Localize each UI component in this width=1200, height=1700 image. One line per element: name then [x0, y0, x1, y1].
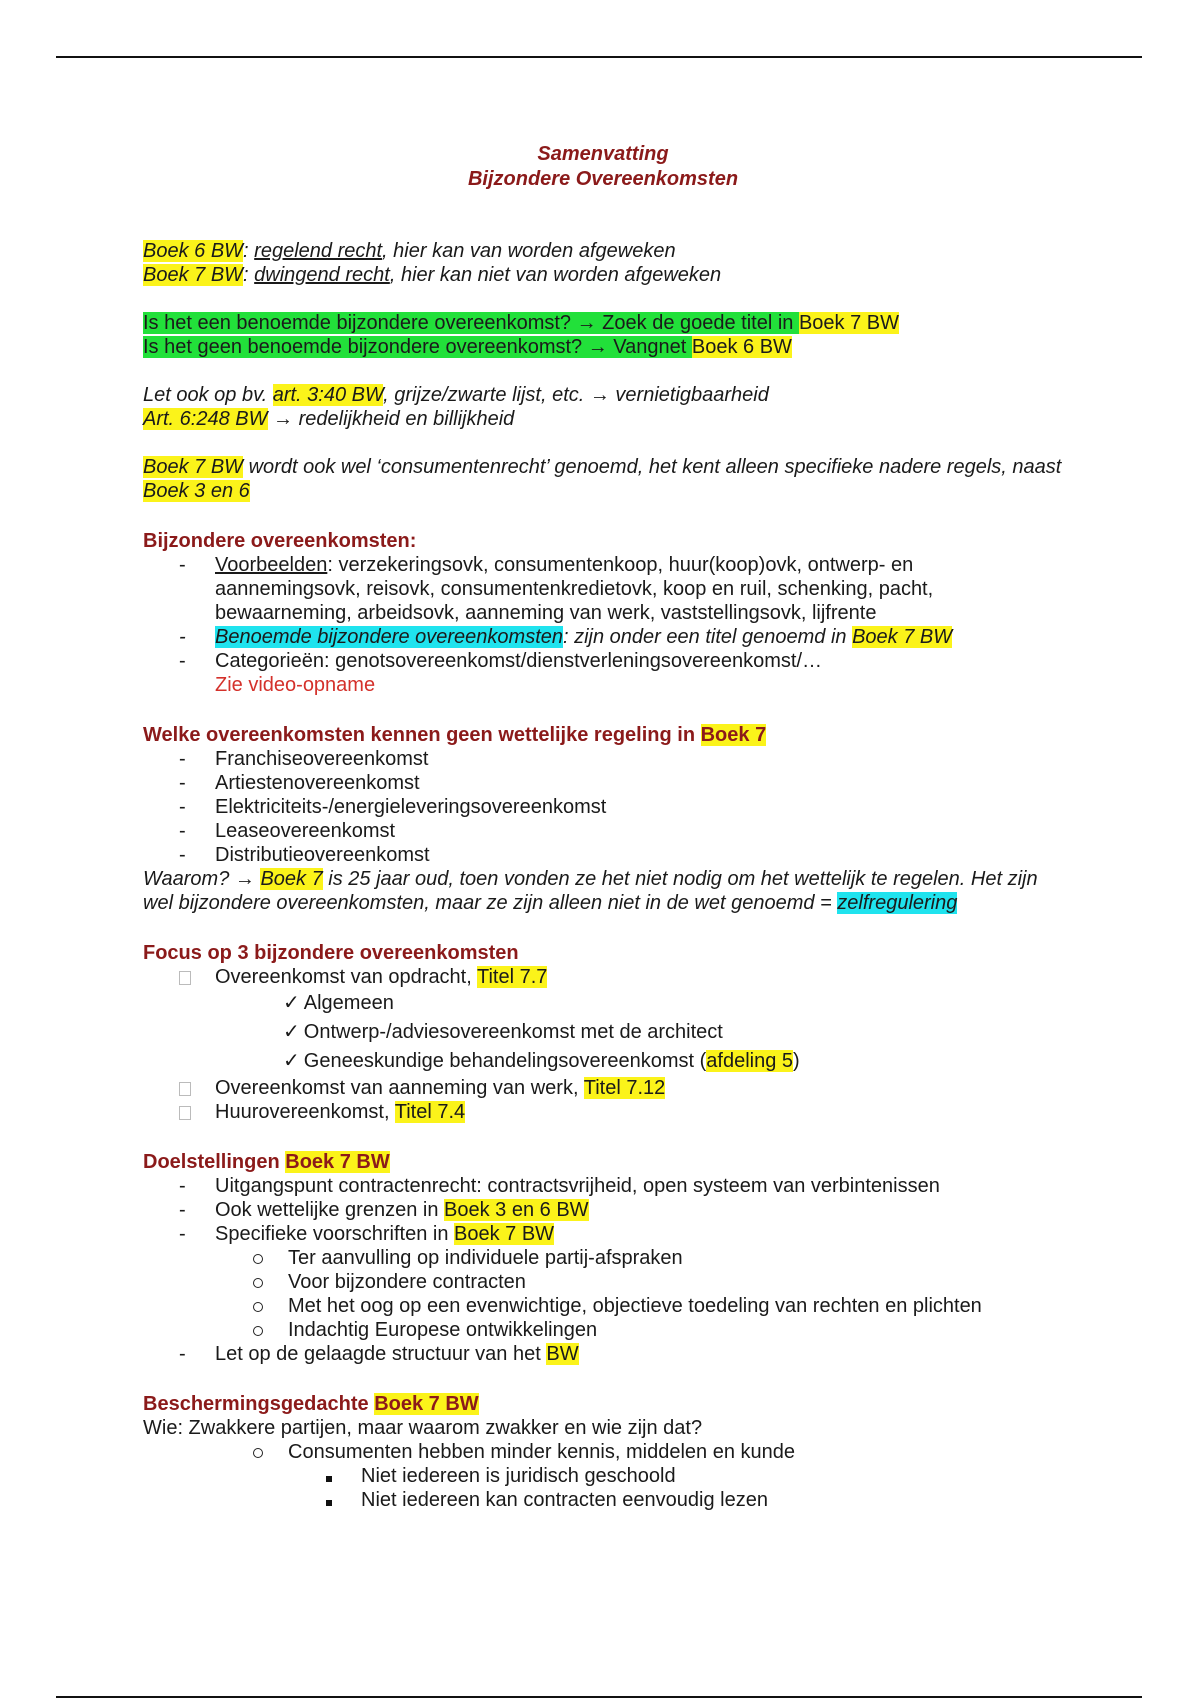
list-item	[143, 1246, 1063, 1270]
dash-bullet: -	[179, 820, 186, 842]
checkmark-icon: ✓	[283, 1021, 300, 1043]
text: Voor bijzondere contracten	[288, 1271, 526, 1293]
list-item	[143, 747, 1063, 771]
text: )	[793, 1050, 800, 1072]
bescherm-sublist	[143, 1440, 1063, 1464]
list-item	[143, 1076, 1063, 1100]
circle-bullet	[253, 1270, 263, 1294]
dash-bullet: -	[179, 650, 186, 672]
highlight: Art. 6:248 BW	[143, 408, 268, 430]
video-note: Zie video-opname	[215, 674, 376, 696]
text: , grijze/zwarte lijst, etc. → vernietigbaarheid	[383, 384, 769, 406]
highlight: Boek 7 BW	[454, 1223, 555, 1245]
dash-bullet: -	[179, 844, 186, 866]
dash-bullet: -	[179, 748, 186, 770]
list-item	[143, 1270, 1063, 1294]
circle-bullet	[253, 1294, 263, 1318]
consument-block	[143, 455, 1063, 503]
list-item	[143, 1440, 1063, 1464]
list-item	[143, 1018, 1063, 1047]
text: → redelijkheid en billijkheid	[267, 408, 515, 430]
text: Let op de gelaagde structuur van het	[215, 1343, 547, 1365]
text: Algemeen	[303, 992, 394, 1014]
text: Specifieke voorschriften in	[215, 1223, 455, 1245]
text: : zijn onder een titel genoemd in	[563, 626, 853, 648]
highlight: Boek 6 BW	[691, 336, 792, 358]
text: Consumenten hebben minder kennis, middelen en kunde	[288, 1441, 796, 1463]
list-item	[143, 819, 1063, 843]
dash-bullet: -	[179, 1175, 186, 1197]
text: Let ook op bv.	[143, 384, 273, 406]
list-item	[143, 1174, 1063, 1198]
highlight: Boek 7 BW	[143, 264, 244, 286]
text: Niet iedereen is juridisch geschoold	[361, 1465, 676, 1487]
list-item	[143, 1464, 1063, 1488]
square-bullet	[326, 1488, 332, 1512]
waarom-paragraph	[143, 867, 1063, 915]
section-heading	[143, 1150, 1063, 1174]
dash-bullet: -	[179, 626, 186, 648]
title-line-2: Bijzondere Overeenkomsten	[467, 168, 739, 190]
text: Artiestenovereenkomst	[215, 772, 420, 794]
highlight: Boek 7	[260, 868, 323, 890]
text: Overeenkomst van opdracht,	[215, 966, 477, 988]
highlight: Titel 7.12	[583, 1077, 666, 1099]
text: : verzekeringsovk, consumentenkoop, huur(koop)ovk, ontwerp- en aannemingsovk, reisovk, consumentenkredietovk, koop en ruil, schenking, pacht, bewaarneming, arbeidsovk, aanneming van werk, vaststellingsovk, lijfrente	[215, 554, 934, 624]
list-item	[143, 649, 1063, 697]
section-heading	[143, 1392, 1063, 1416]
list-item	[143, 771, 1063, 795]
text: :	[243, 264, 255, 286]
cyan-highlight: zelfregulering	[837, 892, 958, 914]
text: Geneeskundige behandelingsovereenkomst (	[303, 1050, 707, 1072]
intro-block	[143, 239, 1063, 287]
bijzondere-list	[143, 553, 1063, 697]
highlight: Titel 7.4	[394, 1101, 466, 1123]
bijzondere-section	[143, 529, 1063, 697]
text: is 25 jaar oud, toen vonden ze het niet nodig om het wettelijk te regelen. Het zijn wel bijzondere overeenkomsten, maar ze zijn alleen niet in de wet genoemd =	[143, 868, 1038, 914]
list-item	[143, 843, 1063, 867]
list-item	[143, 1198, 1063, 1222]
list-item	[143, 1318, 1063, 1342]
welke-section	[143, 723, 1063, 915]
doel-sublist	[143, 1246, 1063, 1342]
text: Ook wettelijke grenzen in	[215, 1199, 445, 1221]
highlight: Boek 7 BW	[852, 626, 953, 648]
text: Waarom? →	[143, 868, 261, 890]
intro-line-1	[143, 239, 1063, 263]
underlined-term: dwingend recht	[254, 264, 390, 286]
list-item	[143, 1047, 1063, 1076]
letop-line-2	[143, 407, 1063, 431]
highlight: Boek 7 BW	[143, 456, 244, 478]
text: wordt ook wel ‘consumentenrecht’ genoemd, het kent alleen specifieke nadere regels, naast	[243, 456, 1062, 478]
check-list	[143, 989, 1063, 1076]
dash-bullet: -	[179, 1223, 186, 1245]
list-item	[143, 989, 1063, 1018]
bescherm-section	[143, 1392, 1063, 1512]
highlight: Boek 3 en 6	[143, 480, 250, 502]
square-bullet	[326, 1464, 332, 1488]
wie-line: Wie: Zwakkere partijen, maar waarom zwakker en wie zijn dat?	[143, 1417, 703, 1439]
list-item	[143, 795, 1063, 819]
text: Indachtig Europese ontwikkelingen	[288, 1319, 598, 1341]
underlined-term: regelend recht	[254, 240, 383, 262]
document-title	[143, 142, 1063, 192]
highlight: Boek 7 BW	[798, 312, 900, 334]
text: Niet iedereen kan contracten eenvoudig lezen	[361, 1489, 768, 1511]
title-line-1: Samenvatting	[537, 143, 669, 165]
document-body	[143, 142, 1063, 1512]
circle-bullet	[253, 1440, 263, 1464]
green-line-2	[143, 335, 1063, 359]
dash-bullet: -	[179, 554, 186, 576]
checkbox-icon	[179, 965, 191, 989]
text: , hier kan niet van worden afgeweken	[389, 264, 722, 286]
highlight: Boek 7 BW	[285, 1151, 390, 1173]
highlight: Titel 7.7	[477, 966, 548, 988]
list-item	[143, 965, 1063, 989]
text: Ter aanvulling op individuele partij-afspraken	[288, 1247, 683, 1269]
doel-section	[143, 1150, 1063, 1366]
text: Ontwerp-/adviesovereenkomst met de architect	[303, 1021, 723, 1043]
checkmark-icon: ✓	[283, 1050, 300, 1072]
focus-list-2	[143, 1076, 1063, 1124]
section-heading: Bijzondere overeenkomsten:	[143, 530, 417, 552]
text: Met het oog op een evenwichtige, objectieve toedeling van rechten en plichten	[288, 1295, 982, 1317]
text: Categorieën: genotsovereenkomst/dienstverleningsovereenkomst/…	[215, 650, 823, 672]
checkbox-icon	[179, 1076, 191, 1100]
top-rule	[56, 56, 1142, 58]
text: Overeenkomst van aanneming van werk,	[215, 1077, 584, 1099]
dash-bullet: -	[179, 1199, 186, 1221]
highlight: afdeling 5	[706, 1050, 794, 1072]
dash-bullet: -	[179, 1343, 186, 1365]
text: Uitgangspunt contractenrecht: contractsvrijheid, open systeem van verbintenissen	[215, 1175, 940, 1197]
underlined-term: Voorbeelden	[215, 554, 328, 576]
doel-list	[143, 1174, 1063, 1246]
text: , hier kan van worden afgeweken	[382, 240, 676, 262]
checkbox-icon	[179, 1100, 191, 1124]
list-item	[143, 1222, 1063, 1246]
dash-bullet: -	[179, 796, 186, 818]
intro-line-2	[143, 263, 1063, 287]
highlight: Boek 7	[700, 724, 767, 746]
letop-block	[143, 383, 1063, 431]
highlight: BW	[546, 1343, 579, 1365]
text: Distributieovereenkomst	[215, 844, 430, 866]
circle-bullet	[253, 1318, 263, 1342]
highlight: Boek 3 en 6 BW	[444, 1199, 589, 1221]
focus-list	[143, 965, 1063, 989]
doel-list-2	[143, 1342, 1063, 1366]
highlight: Boek 6 BW	[143, 240, 244, 262]
bottom-rule	[56, 1696, 1142, 1698]
text: Leaseovereenkomst	[215, 820, 396, 842]
list-item	[143, 553, 1063, 625]
circle-bullet	[253, 1246, 263, 1270]
dash-bullet: -	[179, 772, 186, 794]
text: Huurovereenkomst,	[215, 1101, 395, 1123]
highlight: Boek 7 BW	[374, 1393, 479, 1415]
list-item	[143, 1100, 1063, 1124]
green-block	[143, 311, 1063, 359]
section-heading	[143, 723, 1063, 747]
section-heading: Focus op 3 bijzondere overeenkomsten	[143, 942, 519, 964]
list-item	[143, 1294, 1063, 1318]
text: Franchiseovereenkomst	[215, 748, 429, 770]
list-item	[143, 1342, 1063, 1366]
text: Elektriciteits-/energieleveringsovereenkomst	[215, 796, 607, 818]
focus-section	[143, 941, 1063, 1124]
green-highlight: Is het een benoemde bijzondere overeenkomst? → Zoek de goede titel in	[143, 312, 799, 334]
checkmark-icon: ✓	[283, 992, 300, 1014]
text: Doelstellingen	[143, 1151, 286, 1173]
letop-line-1	[143, 383, 1063, 407]
text: Welke overeenkomsten kennen geen wettelijke regeling in	[143, 724, 701, 746]
green-line-1	[143, 311, 1063, 335]
welke-list	[143, 747, 1063, 867]
text: :	[243, 240, 255, 262]
cyan-highlight: Benoemde bijzondere overeenkomsten	[215, 626, 563, 648]
list-item	[143, 625, 1063, 649]
green-highlight: Is het geen benoemde bijzondere overeenkomst? → Vangnet	[143, 336, 692, 358]
bescherm-subsublist	[143, 1464, 1063, 1512]
highlight: art. 3:40 BW	[272, 384, 384, 406]
text: Beschermingsgedachte	[143, 1393, 375, 1415]
list-item	[143, 1488, 1063, 1512]
